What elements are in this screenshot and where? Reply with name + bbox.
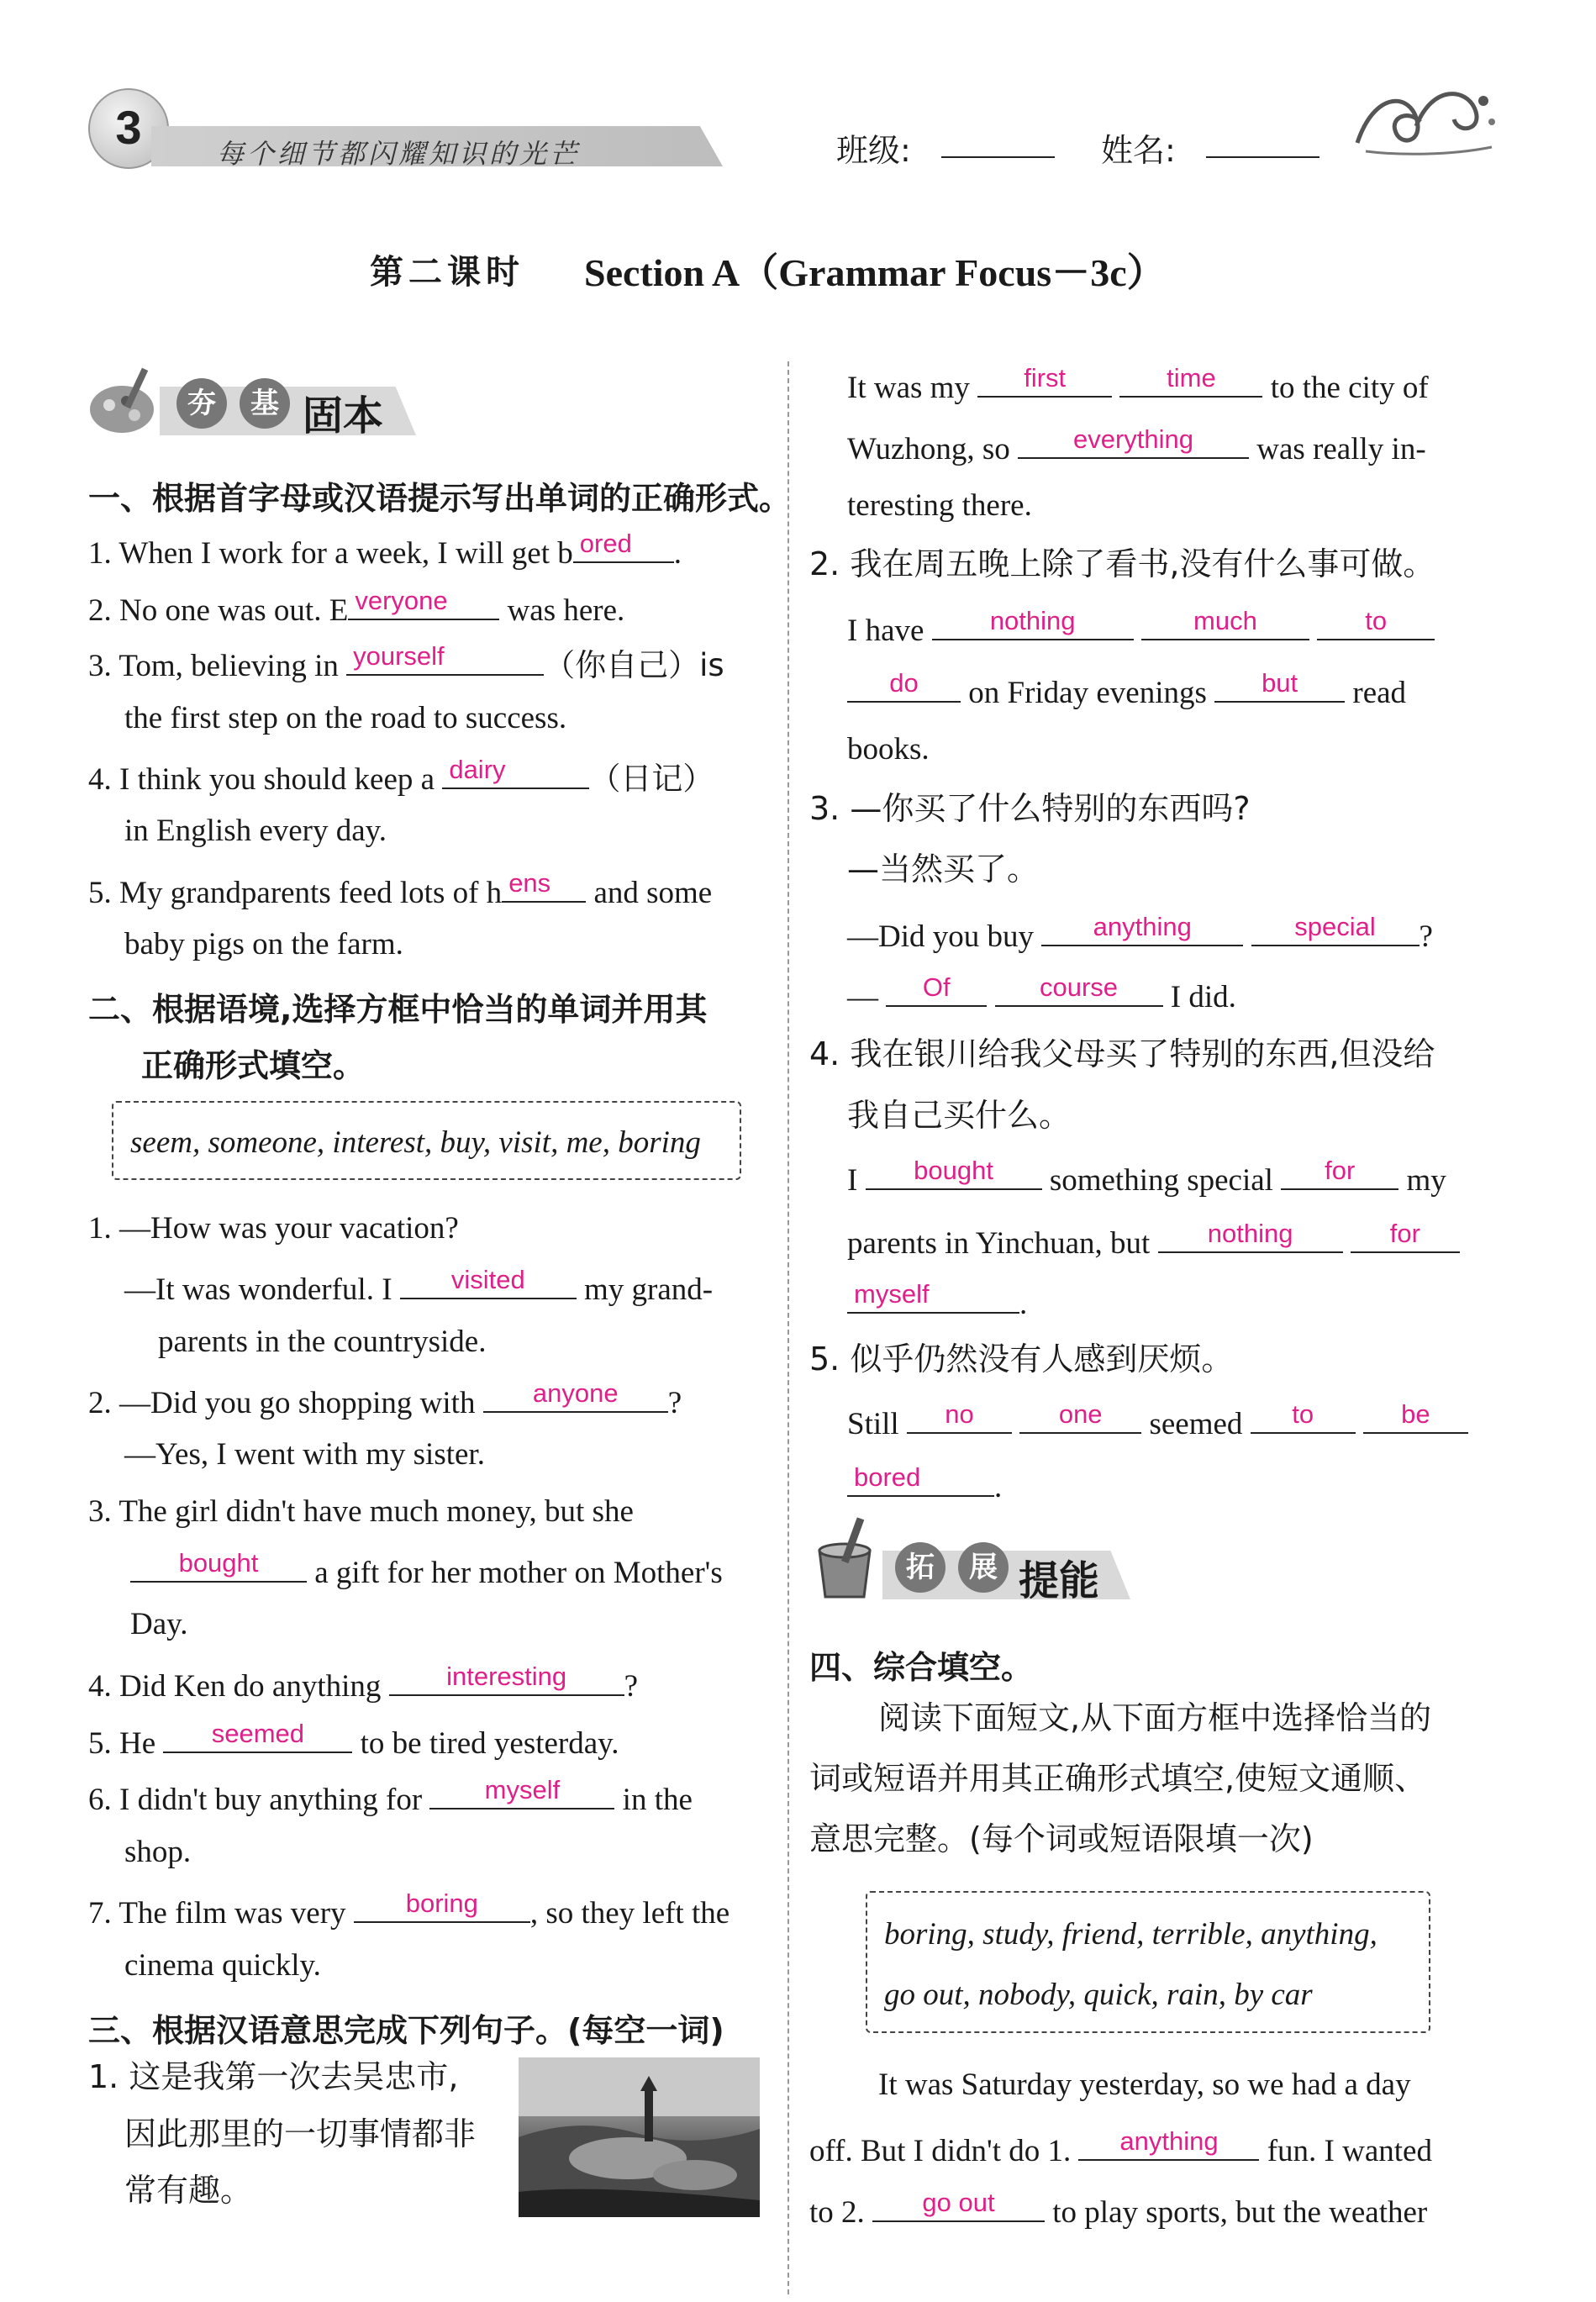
p3-q3-cn1: 3. —你买了什么特别的东西吗? — [809, 790, 1251, 827]
p2-q3: bought a gift for her mother on Mother's — [130, 1552, 723, 1588]
p1-q2-blank[interactable]: veryone — [348, 590, 499, 620]
p3-q4-cn2: 我自己买什么。 — [847, 1097, 1072, 1134]
p3-q5-blank1[interactable]: no — [907, 1404, 1012, 1434]
p2-q7: 7. The film was very boring , so they left the — [88, 1888, 730, 1931]
p4-blank2[interactable]: go out — [872, 2192, 1045, 2222]
p2-q7-blank[interactable]: boring — [354, 1893, 530, 1923]
part4-intro2: 词或短语并用其正确形式填空,使短文通顺、 — [809, 1760, 1427, 1797]
p2-q6-blank[interactable]: myself — [429, 1779, 614, 1809]
part4-intro3: 意思完整。(每个词或短语限填一次) — [809, 1820, 1314, 1857]
part4-para-l1: It was Saturday yesterday, so we had a day — [878, 2068, 1411, 2102]
p3-q1-en1: It was my first time to the city of — [847, 363, 1429, 405]
p1-q5: 5. My grandparents feed lots of h ens and some — [88, 868, 713, 910]
p1-q5-blank[interactable]: ens — [502, 872, 586, 903]
p2-q6-cont: shop. — [124, 1835, 192, 1869]
p3-q2-cn: 2. 我在周五晚上除了看书,没有什么事可做。 — [809, 545, 1435, 582]
p1-q4-blank[interactable]: dairy — [442, 759, 589, 789]
p2-q5: 5. He seemed to be tired yesterday. — [88, 1719, 619, 1761]
banner-basics-char2: 基 — [240, 378, 290, 429]
p3-q4-blank5[interactable]: myself — [847, 1283, 1019, 1314]
p1-q3-blank[interactable]: yourself — [346, 645, 544, 676]
p3-q3-blank1[interactable]: anything — [1041, 916, 1243, 946]
p3-q3-blank4[interactable]: course — [995, 977, 1163, 1007]
p3-q3-en2: — Of course I did. — [847, 972, 1236, 1014]
p2-q4-blank[interactable]: interesting — [389, 1666, 624, 1696]
name-field[interactable] — [1206, 156, 1319, 158]
p2-q6: 6. I didn't buy anything for myself in the — [88, 1775, 693, 1817]
part1-heading: 一、根据首字母或汉语提示写出单词的正确形式。 — [88, 480, 792, 517]
p1-q1-blank[interactable]: ored — [573, 533, 674, 563]
part4-word-box-line1: boring, study, friend, terrible, anything, — [884, 1917, 1377, 1952]
p3-q4-en1: I bought something special for my — [847, 1156, 1446, 1198]
p2-q2-cont: —Yes, I went with my sister. — [124, 1437, 485, 1472]
p3-q1-blank2[interactable]: time — [1119, 367, 1262, 398]
floral-ornament-icon — [1349, 76, 1500, 164]
p3-q2-blank5[interactable]: but — [1214, 672, 1345, 703]
p1-q4-cont: in English every day. — [124, 814, 387, 848]
p3-q1-blank3[interactable]: everything — [1018, 429, 1249, 459]
p3-q2-cont: books. — [847, 732, 930, 766]
p3-q5-en1: Still no one seemed to be — [847, 1404, 1468, 1440]
p2-q7-cont: cinema quickly. — [124, 1948, 321, 1983]
p3-q2-blank4[interactable]: do — [847, 672, 961, 703]
lesson-period: 第二课时 — [370, 253, 524, 292]
class-field[interactable] — [941, 156, 1055, 158]
p3-q2-blank1[interactable]: nothing — [932, 610, 1134, 640]
p3-q5-en2: bored . — [847, 1467, 1002, 1503]
p3-q5-blank2[interactable]: one — [1019, 1404, 1141, 1434]
p2-q3-l1: 3. The girl didn't have much money, but she — [88, 1494, 634, 1529]
p2-q4: 4. Did Ken do anything interesting ? — [88, 1662, 639, 1704]
p3-q4-blank4[interactable]: for — [1351, 1223, 1460, 1253]
p1-q4: 4. I think you should keep a dairy （日记） — [88, 755, 714, 797]
p1-q5-cont: baby pigs on the farm. — [124, 927, 403, 961]
p3-q3-en1: —Did you buy anything special ? — [847, 912, 1433, 954]
part2-heading-l2: 正确形式填空。 — [141, 1047, 366, 1084]
banner-basics-char1: 夯 — [176, 378, 227, 429]
p3-q5-cn: 5. 似乎仍然没有人感到厌烦。 — [809, 1341, 1234, 1378]
p3-q4-cn1: 4. 我在银川给我父母买了特别的东西,但没给 — [809, 1035, 1435, 1072]
banner-extend-char1: 拓 — [895, 1542, 945, 1593]
name-label: 姓名: — [1101, 132, 1176, 169]
p3-q1-cn3: 常有趣。 — [124, 2172, 253, 2209]
p1-q3-cont: the first step on the road to success. — [124, 701, 567, 735]
p2-q1: —It was wonderful. I visited my grand- — [124, 1265, 714, 1307]
p1-q1: 1. When I work for a week, I will get b ored . — [88, 529, 682, 571]
p4-blank1[interactable]: anything — [1078, 2131, 1259, 2161]
p2-q2-blank[interactable]: anyone — [483, 1383, 668, 1413]
p1-q3: 3. Tom, believing in yourself （你自己）is — [88, 641, 724, 683]
page-number: 3 — [115, 101, 142, 154]
p3-q2-en1: I have nothing much to — [847, 610, 1435, 646]
wuzhong-city-photo — [519, 2057, 760, 2217]
p3-q4-en2: parents in Yinchuan, but nothing for — [847, 1223, 1460, 1259]
p3-q5-blank4[interactable]: be — [1363, 1404, 1468, 1434]
part2-word-box-text: seem, someone, interest, buy, visit, me, boring — [130, 1125, 701, 1160]
paint-bucket-icon — [807, 1517, 882, 1605]
p2-q5-blank[interactable]: seemed — [163, 1723, 352, 1753]
part4-para-l3: to 2. go out to play sports, but the weather — [809, 2188, 1428, 2230]
part4-para-l2: off. But I didn't do 1. anything fun. I wanted — [809, 2126, 1432, 2168]
p3-q5-blank3[interactable]: to — [1251, 1404, 1356, 1434]
palette-icon — [84, 363, 160, 443]
p3-q2-blank3[interactable]: to — [1317, 610, 1435, 640]
column-divider — [787, 361, 789, 2294]
banner-extend-char2: 展 — [958, 1542, 1009, 1593]
p3-q1-cn1: 1. 这是我第一次去吴忠市, — [88, 2058, 459, 2095]
p3-q2-blank2[interactable]: much — [1141, 610, 1309, 640]
lesson-title: Section A（Grammar Focus－3c） — [584, 251, 1166, 294]
p3-q3-blank3[interactable]: Of — [886, 977, 987, 1007]
part4-intro1: 阅读下面短文,从下面方框中选择恰当的 — [878, 1699, 1432, 1736]
part4-heading: 四、综合填空。 — [809, 1649, 1034, 1686]
p3-q4-blank3[interactable]: nothing — [1158, 1223, 1343, 1253]
class-label: 班级: — [836, 132, 911, 169]
p3-q5-blank5[interactable]: bored — [847, 1467, 994, 1497]
p2-q3-blank[interactable]: bought — [130, 1552, 307, 1583]
p2-q3-cont: Day. — [130, 1607, 188, 1641]
p2-q1-cont: parents in the countryside. — [158, 1325, 487, 1359]
p3-q4-en3: myself . — [847, 1283, 1027, 1320]
p2-q2: 2. —Did you go shopping with anyone ? — [88, 1378, 682, 1420]
slogan-text: 每个细节都闪耀知识的光芒 — [217, 138, 581, 170]
p3-q1-blank1[interactable]: first — [977, 367, 1112, 398]
p2-q1-l1: 1. —How was your vacation? — [88, 1211, 459, 1246]
p3-q4-blank2[interactable]: for — [1281, 1160, 1398, 1190]
p3-q1-cn2: 因此那里的一切事情都非 — [124, 2115, 477, 2152]
p3-q2-en2: do on Friday evenings but read — [847, 672, 1406, 709]
p1-q2: 2. No one was out. E veryone was here. — [88, 586, 625, 628]
p3-q3-blank2[interactable]: special — [1251, 916, 1420, 946]
part4-word-box-line2: go out, nobody, quick, rain, by car — [884, 1978, 1313, 2012]
banner-extend-title: 提能 — [1019, 1557, 1100, 1604]
p3-q1-en2: Wuzhong, so everything was really in- — [847, 424, 1426, 466]
p3-q1-en3: teresting there. — [847, 488, 1032, 523]
part2-heading-l1: 二、根据语境,选择方框中恰当的单词并用其 — [88, 991, 708, 1028]
p2-q1-blank[interactable]: visited — [400, 1269, 577, 1299]
part3-heading: 三、根据汉语意思完成下列句子。(每空一词) — [88, 2012, 724, 2049]
banner-basics-title: 固本 — [303, 392, 384, 440]
p3-q3-cn2: —当然买了。 — [847, 851, 1040, 888]
p3-q4-blank1[interactable]: bought — [866, 1160, 1042, 1190]
